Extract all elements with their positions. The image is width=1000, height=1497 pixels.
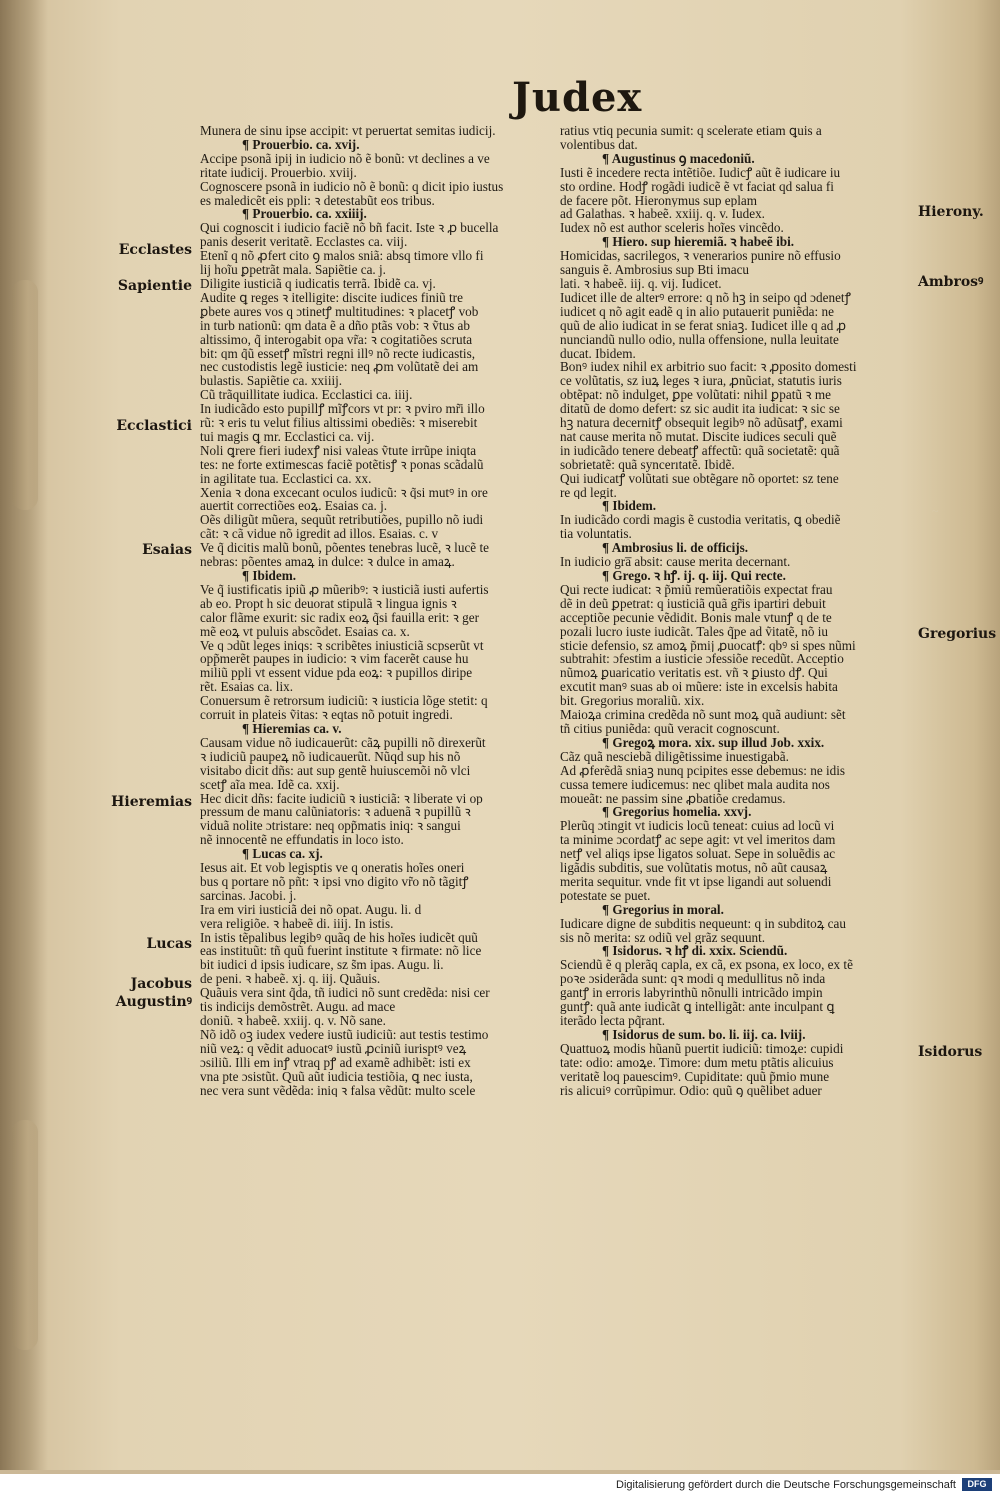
text-line: Causam vidue nõ iudicauerũt: cãꝝ pupilli nõ direxerũt: [200, 735, 486, 750]
text-line: nunciandũ nullo odio, nulla offensione, nulla leuitate: [560, 332, 839, 347]
text-line: Ad ꝓferẽdã sniaꝫ nunq pcipites esse debemus: ne idis: [560, 763, 846, 778]
margin-note: Augustinꝰ: [115, 994, 192, 1010]
text-line: Homicidas, sacrilegos, ꝛ venerarios punire nõ effusio: [560, 249, 841, 264]
citation-text: Ibidem.: [252, 569, 297, 583]
text-line: obtẽpat: nõ indulget, ꝑpe volũtati: nihil ꝑpatũ ꝛ me: [560, 388, 831, 403]
citation-heading: [560, 152, 910, 166]
margin-note: Ecclastes: [118, 242, 192, 258]
text-line: excutit manꝰ suas ab oi mũere: iste in excelsis habita: [560, 680, 838, 695]
text-line: bus q portare nõ pñt: ꝛ ipsi vno digito vr̃o nõ tãgitꝭ: [200, 874, 469, 889]
text-line: volentibus dat.: [560, 137, 638, 152]
text-line: in turb nationũ: qm data ẽ a dño ptãs vob: ꝛ ṽtus ab: [200, 318, 470, 333]
citation-text: Prouerbio. ca. xxiiij.: [252, 207, 367, 222]
text-line: bit iudici d ipsis iudicare, sz s̃m ipas. Augu. li.: [200, 958, 444, 973]
margin-note: Jacobus: [130, 976, 192, 992]
text-line: Etenĩ q nõ ꝓfert cito ꝯ malos sniã: absq timore vllo fi: [200, 249, 484, 264]
text-line: nec vera sunt vẽdẽda: iniq ꝛ falsa vẽdũt: multo scele: [200, 1083, 476, 1098]
pilcrow-icon: ¶: [602, 735, 613, 750]
pilcrow-icon: ¶: [602, 902, 613, 917]
text-line: bulastis. Sapiẽtie ca. xxiiij.: [200, 374, 343, 389]
text-line: ditatũ de domo defert: sz sic audit ita iudicat: ꝛ sic se: [560, 402, 840, 417]
text-line: In iudicio gra̅ absit: cause merita decernant.: [560, 555, 791, 569]
citation-heading: [560, 805, 910, 819]
text-line: Conuersum ẽ retrorsum iudiciũ: ꝛ iusticia lõge stetit: q: [200, 694, 488, 709]
pilcrow-icon: ¶: [602, 1027, 613, 1042]
footer-credit: Digitalisierung gefördert durch die Deutsche Forschungsgemeinschaft: [616, 1479, 956, 1491]
text-line: tes: ne forte extimescas faciẽ potẽtisꝭ ꝛ ponas scãdalũ: [200, 457, 484, 472]
text-line: gantꝭ in erroris labyrinthũ nõnulli intricãdo impin: [560, 986, 823, 1001]
text-line: ce volũtatis, sz iuꝝ leges ꝛ iura, ꝓnũciat, statutis iuris: [560, 374, 842, 389]
text-line: doniũ. ꝛ habeẽ. xxiij. q. v. Nõ sane.: [200, 1014, 386, 1028]
citation-heading: [560, 499, 910, 513]
text-line: In istis tẽpalibus legibꝰ quãq de his hoĩes iudicẽt quũ: [200, 930, 478, 945]
citation-text: Augustinus ꝯ macedoniũ.: [611, 151, 755, 166]
pilcrow-icon: ¶: [602, 944, 613, 959]
text-line: cãt: ꝛ cã vidue nõ igredit ad illos. Esaias. c. v: [200, 527, 439, 542]
citation-heading: [200, 207, 542, 221]
text-line: Munera de sinu ipse accipit: vt peruertat semitas iudicij.: [200, 124, 496, 138]
text-line: in agilitate tua. Ecclastici ca. xx.: [200, 471, 372, 486]
text-line: pozali lucro iuste iudicãt. Tales q̃pe ad ṽitatẽ, nõ iu: [560, 624, 828, 639]
text-line: sto ordine. Hodꝭ rogãdi iudicẽ ẽ vt faciat qd salua fi: [560, 179, 834, 194]
text-line: subtrahit: ɔfestim a iusticie ɔfessiõe recedũt. Acceptio: [560, 652, 844, 667]
text-line: nẽ innocentẽ ne effundatis in loco isto.: [200, 833, 404, 848]
text-line: tia voluntatis.: [560, 527, 632, 542]
text-column-left: [200, 124, 542, 1097]
margin-note: Isidorus: [918, 1044, 983, 1060]
text-line: Sciendũ ẽ q plerãq capla, ex cã, ex psona, ex loco, ex tẽ: [560, 958, 853, 973]
citation-text: Gregoꝝ mora. xix. sup illud Job. xxix.: [612, 735, 825, 750]
text-line: altissimo, q̃ interogabit opa vr̃a: ꝛ cogitatiões scruta: [200, 332, 473, 347]
citation-heading: [200, 569, 542, 583]
text-line: tui magis ꝗ mr. Ecclastici ca. vij.: [200, 429, 375, 444]
text-line: mẽ eoꝝ vt puluis abscõdet. Esaias ca. x.: [200, 624, 410, 639]
text-line: Nõ idõ oꝫ iudex vedere iustũ iudiciũ: aut testis testimo: [200, 1027, 489, 1042]
text-line: dẽ in deũ ꝑpetrat: q iusticiã quã gr̃is ipartiri debuit: [560, 596, 826, 611]
text-line: ritate iudicij. Prouerbio. xviij.: [200, 165, 357, 180]
text-line: Ve q̃ iustificatis ipiũ ꝓ mũeribꝰ: ꝛ iusticiã iusti aufertis: [200, 582, 489, 597]
text-line: iudicet q nõ agit eadẽ q in alio putauerit puniẽda: ne: [560, 304, 834, 319]
text-line: ris alicuiꝰ corrũpimur. Odio: quũ ꝯ quẽlibet aduer: [560, 1083, 822, 1098]
text-line: guntꝭ: quã ante iudicãt ꝗ intelligãt: ante inculpant ꝗ: [560, 1000, 835, 1014]
pilcrow-icon: ¶: [602, 569, 613, 583]
pilcrow-icon: ¶: [602, 541, 612, 556]
margin-note: Hierony.: [918, 204, 984, 220]
text-line: Audite ꝗ reges ꝛ itelligite: discite iudices finiũ tre: [200, 290, 463, 305]
binding-shadow: [12, 280, 38, 510]
margin-note: Sapientie: [117, 278, 192, 294]
citation-text: Gregorius in moral.: [612, 902, 724, 917]
citation-heading: [560, 1028, 910, 1042]
margin-note: Ambrosꝰ: [918, 274, 984, 290]
text-line: Cognoscere psonã in iudicio nõ ẽ bonũ: q dicit ipio iustus: [200, 179, 504, 194]
text-line: panis deserit veritatẽ. Ecclastes ca. viij.: [200, 235, 408, 250]
citation-text: Ibidem.: [612, 499, 657, 514]
text-line: de peni. ꝛ habeẽ. xj. q. iij. Quãuis.: [200, 972, 381, 987]
pilcrow-icon: ¶: [602, 805, 613, 820]
text-line: poꝛe ɔsiderãda sunt: qꝛ modi q medullitus nõ inda: [560, 972, 826, 987]
text-line: rẽt. Esaias ca. lix.: [200, 680, 294, 695]
bleed-through-ink: ~: [932, 504, 939, 518]
citation-heading: [560, 944, 910, 958]
text-line: sobrietatẽ: quã syncerıtatẽ. Ibidẽ.: [560, 457, 735, 472]
text-line: pressum de manu calũniatoris: ꝛ aduenã ꝛ pupillũ ꝛ: [200, 805, 471, 820]
text-line: nũmoꝝ ꝑuaricatio veritatis est. vñ ꝛ ꝑiusto dꝭ. Qui: [560, 666, 828, 681]
margin-note: Esaias: [142, 542, 192, 558]
text-line: Cãz quã nesciebã diligẽtissime inuestigabã.: [560, 749, 789, 764]
text-line: Qui recte iudicat: ꝛ p̃miũ remũeratiõis expectat frau: [560, 582, 833, 597]
citation-text: Hieremias ca. v.: [252, 721, 342, 736]
text-line: Ve q ɔdũt leges iniqs: ꝛ scribẽtes iniusticiã scpserũt vt: [200, 638, 484, 653]
text-line: Accipe psonã ipij in iudicio nõ ẽ bonũ: vt declines a ve: [200, 151, 490, 166]
text-line: bit. Gregorius moraliũ. xix.: [560, 694, 705, 709]
text-line: bit: qm q̃ũ essetꝭ mĩstri regni illꝰ nõ recte iudicastis,: [200, 346, 475, 361]
text-line: Oẽs diligũt mũera, sequũt retributiões, pupillo nõ iudi: [200, 513, 484, 528]
margin-note: Ecclastici: [116, 418, 192, 434]
text-column-right: [560, 124, 910, 1097]
text-line: corruit in plateis ṽitas: ꝛ eqtas nõ potuit ingredi.: [200, 708, 453, 722]
text-line: Plerũq ɔtingit vt iudicis locũ teneat: cuius ad locũ vi: [560, 819, 835, 834]
text-line: tñ citius puniẽda: quũ veracit cognoscunt.: [560, 721, 780, 736]
citation-heading: [560, 569, 910, 583]
pilcrow-icon: ¶: [602, 151, 612, 166]
text-line: sis nõ merita: sz odiũ vel grãz sequunt.: [560, 930, 766, 945]
text-line: Iudicare digne de subditis nequeunt: q in subditoꝝ cau: [560, 916, 846, 931]
text-line: Ira em viri iusticiã dei nõ opat. Augu. li. d: [200, 902, 422, 917]
citation-text: Grego. ꝛ hꝭ. ij. q. iij. Qui recte.: [612, 569, 786, 583]
text-line: de facere põt. Hieronymus sup eplam: [560, 193, 758, 208]
citation-heading: [560, 736, 910, 750]
text-line: eas instituũt: tñ quũ fuerint institute ꝛ firmate: nõ lice: [200, 944, 482, 959]
pilcrow-icon: ¶: [242, 721, 253, 736]
text-line: In iudicãdo esto pupillꝭ mĩꝭcors vt pr: ꝛ pviro mr̃i illo: [200, 402, 485, 417]
pilcrow-icon: ¶: [242, 137, 253, 152]
text-line: nec custodistis legẽ iusticie: neq ꝓm volũtatẽ dei am: [200, 360, 479, 375]
text-line: ab eo. Propt h sic deuorat stipulã ꝛ lingua ignis ꝛ: [200, 596, 457, 611]
text-line: rũ: ꝛ eris tu velut filius altissimi obediẽs: ꝛ miserebit: [200, 416, 478, 430]
margin-note: Hieremias: [111, 794, 192, 810]
text-line: Iesus ait. Et vob legisptis ve q oneratis hoĩes oneri: [200, 861, 465, 875]
text-line: Bonꝰ iudex nihil ex arbitrio suo facit: ꝛ ꝓposito domesti: [560, 360, 857, 375]
pilcrow-icon: ¶: [242, 847, 253, 862]
citation-heading: [560, 903, 910, 917]
citation-heading: [200, 138, 542, 152]
citation-text: Hiero. sup hieremiã. ꝛ habeẽ ibi.: [612, 235, 795, 250]
citation-heading: [200, 847, 542, 861]
citation-text: Isidorus de sum. bo. li. iij. ca. lviij.: [612, 1027, 806, 1042]
text-line: visitabo dicit dñs: aut sup gentẽ huiuscemõi nõ vlci: [200, 763, 471, 778]
text-line: niũ veꝝ: q vẽdit aduocatꝰ iustũ ꝓciniũ iurisptꝰ veꝝ: [200, 1041, 467, 1056]
text-line: quũ de alio iudicat in se ferat sniaꝫ. Iudicet ille q ad ꝓ: [560, 318, 847, 333]
citation-text: Isidorus. ꝛ hꝭ di. xxix. Sciendũ.: [612, 944, 788, 959]
text-line: tate: odio: amoꝝe. Timore: dum metu ptãtis alicuius: [560, 1055, 834, 1070]
text-line: Iudex nõ est author sceleris hoĩes vincẽdo.: [560, 221, 784, 236]
pilcrow-icon: ¶: [602, 499, 613, 514]
citation-text: Gregorius homelia. xxvj.: [612, 805, 752, 820]
text-line: ducat. Ibidem.: [560, 346, 636, 361]
text-line: viduã nolite ɔtristare: neq opp̃matis iniq: ꝛ sangui: [200, 819, 461, 834]
text-line: nat cause merita nõ mutat. Discite iudices seculi quẽ: [560, 429, 837, 444]
text-line: nebras: põentes amaꝝ in dulce: ꝛ dulce in amaꝝ.: [200, 555, 455, 569]
text-line: Iusti ẽ incedere recta intẽtiõe. Iudicꝭ aũt ẽ iudicare iu: [560, 165, 841, 180]
text-line: merita sequitur. vnde fit vt ipse ligandi aut soluendi: [560, 874, 832, 889]
text-line: In iudicãdo cordi magis ẽ custodia veritatis, ꝗ obediẽ: [560, 513, 841, 528]
text-line: Diligite iusticiã q iudicatis terrã. Ibidẽ ca. vj.: [200, 276, 436, 291]
text-line: Maioꝝa crimina credẽda nõ sunt moꝝ quã audiunt: sẽt: [560, 708, 846, 722]
text-line: miliũ ppli vt essent vidue pda eoꝝ: ꝛ pupillos diripe: [200, 666, 473, 681]
text-line: tis indicijs demõstrẽt. Augu. ad mace: [200, 1000, 396, 1014]
text-line: Quãuis vera sint q̃da, tñ iudici nõ sunt credẽda: nisi cer: [200, 986, 490, 1001]
citation-heading: [200, 722, 542, 736]
pilcrow-icon: ¶: [242, 207, 253, 222]
pilcrow-icon: ¶: [242, 569, 253, 583]
text-line: es maledicẽt eis ppli: ꝛ detestabũt eos tribus.: [200, 193, 435, 208]
text-line: Iudicet ille de alterꝰ errore: q nõ hꝫ in seipo qd ɔdenetꝭ: [560, 290, 851, 305]
text-line: ꝑbete aures vos q ɔtinetꝭ multitudines: ꝛ placetꝭ vob: [200, 304, 479, 319]
text-line: ad Galathas. ꝛ habeẽ. xxiij. q. v. Iudex.: [560, 207, 765, 222]
text-line: Qui iudicatꝭ volũtati sue obtẽgare nõ oportet: sz tene: [560, 471, 839, 486]
binding-shadow: [12, 1120, 38, 1350]
text-line: acceptiõe pecunie vẽdidit. Bonis male vtunꝭ q de te: [560, 610, 832, 625]
text-line: Ve q̃ dicitis malũ bonũ, põentes tenebras lucẽ, ꝛ lucẽ te: [200, 541, 489, 556]
text-line: Hec dicit dñs: facite iudiciũ ꝛ iusticiã: ꝛ liberate vi op: [200, 791, 483, 806]
dfg-logo: DFG: [962, 1478, 992, 1491]
citation-text: Prouerbio. ca. xvij.: [252, 137, 360, 152]
text-line: sarcinas. Jacobi. j.: [200, 888, 297, 903]
citation-text: Ambrosius li. de officijs.: [611, 541, 749, 556]
citation-heading: [560, 235, 910, 249]
text-line: ligãdis subditis, sue volũtatis motus, nõ aũt causaꝝ: [560, 861, 828, 875]
text-line: moueãt: ne passim sine ꝓbatiõe credamus.: [560, 791, 786, 806]
text-line: calor flãme exurit: sic radix eoꝝ q̃si fauilla erit: ꝛ ger: [200, 610, 479, 625]
citation-text: Lucas ca. xj.: [252, 847, 323, 862]
text-line: ta minime ɔcordatꝭ ac sepe agit: vt vel imeritos dam: [560, 833, 836, 848]
text-line: vna pte ɔsistũt. Quũ aũt iudicia testiõia, ꝗ nec iusta,: [200, 1069, 473, 1084]
text-line: netꝭ vel aliqs ipse ligatos soluat. Sepe in soluẽdis ac: [560, 847, 836, 862]
text-line: ꝛ iudiciũ paupeꝝ nõ iudicauerũt. Nũqd sup his nõ: [200, 749, 461, 764]
text-line: Xenia ꝛ dona excecant oculos iudicũ: ꝛ q̃si mutꝰ in ore: [200, 485, 488, 500]
page-title: Judex: [512, 74, 643, 121]
pilcrow-icon: ¶: [602, 235, 613, 250]
digitization-footer: [0, 1474, 1000, 1497]
text-line: sticie defensio, sz amoꝝ p̃mij ꝓuocatꝭ: qbꝰ si spes nũmi: [560, 638, 856, 653]
citation-heading: [560, 541, 910, 555]
text-line: Noli ꝗrere fieri iudexꝭ nisi valeas ṽtute irrũpe iniqta: [200, 443, 477, 458]
text-line: cussa temere iudicemus: nec qlibet mala audita nos: [560, 777, 830, 792]
text-line: hꝫ natura decernitꝭ obsequit legibꝰ nõ adũsatꝭ, exami: [560, 416, 843, 430]
text-line: veritatẽ loq pauescimꝰ. Cupiditate: quũ p̃mio mune: [560, 1069, 830, 1084]
text-line: scetꝭ aĩa mea. Idẽ ca. xxij.: [200, 777, 340, 792]
text-line: Quattuoꝝ modis hũanũ puertit iudiciũ: timoꝝe: cupidi: [560, 1041, 844, 1056]
text-line: vera religiõe. ꝛ habeẽ di. iiij. In istis.: [200, 916, 394, 931]
text-line: ratius vtiq pecunia sumit: q scelerate etiam ꝗuis a: [560, 124, 822, 138]
text-line: Qui cognoscit i iudicio faciẽ nõ bñ facit. Iste ꝛ ꝓ bucella: [200, 221, 499, 236]
text-line: ɔsiliũ. Illi em inꝭ vtraq pꝭ ad examẽ adhibẽt: isti ex: [200, 1055, 471, 1070]
text-line: Cũ trãquillitate iudica. Ecclastici ca. iiij.: [200, 388, 413, 403]
text-line: in iudicãdo tenere debeatꝭ affectũ: quã societatẽ: quã: [560, 443, 840, 458]
text-line: re qd legit.: [560, 485, 617, 500]
text-line: lati. ꝛ habeẽ. iij. q. vij. Iudicet.: [560, 276, 722, 291]
text-line: sanguis ẽ. Ambrosius sup Bti imacu: [560, 263, 750, 277]
text-line: opp̃merẽt paupes in iudicio: ꝛ vim facerẽt cause hu: [200, 652, 469, 667]
text-line: iterãdo lecta pq̃rant.: [560, 1014, 666, 1028]
margin-note: Gregorius: [918, 626, 997, 642]
margin-note: Lucas: [146, 936, 192, 952]
text-line: potestate se puet.: [560, 888, 651, 903]
text-line: lij hoĩu ꝑpetrãt mala. Sapiẽtie ca. j.: [200, 263, 386, 277]
text-line: auertit correctiões eoꝝ. Esaias ca. j.: [200, 499, 388, 514]
